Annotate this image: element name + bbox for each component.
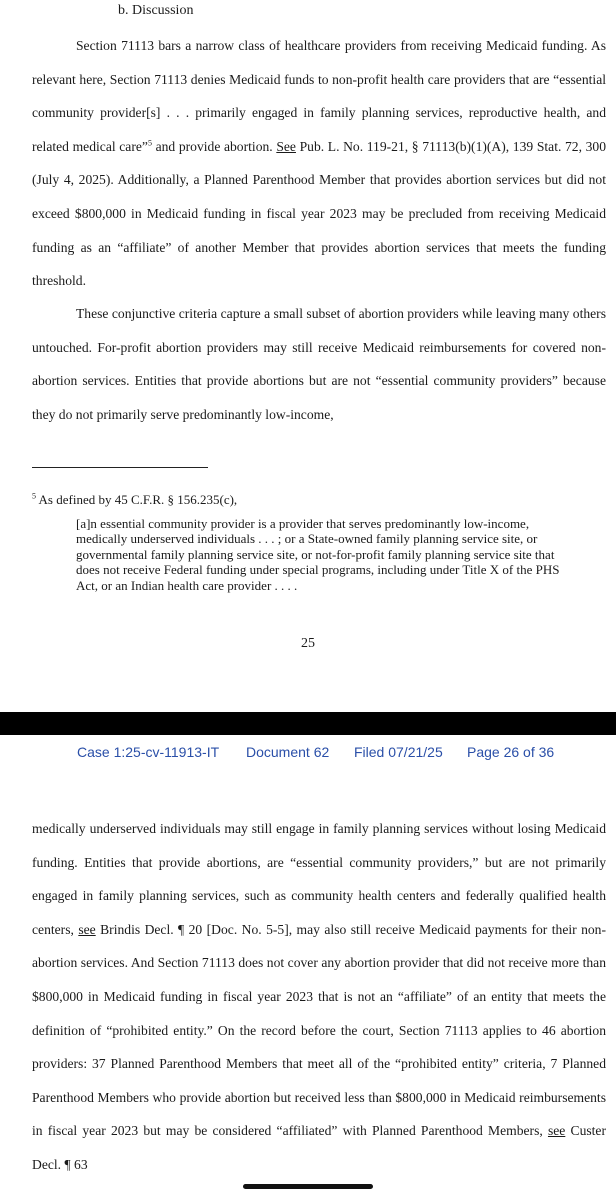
paragraph-1-text-a: Section 71113 bars a narrow class of healthcare providers from receiving Medicaid funding. As relevant here, Section 71113 denies Medicaid funds to non-profit health care providers that are “essential community provider[s] . . . primarily engaged in family planning services, reproductive health, and related medical care” <box>32 38 606 154</box>
paragraph-3-text-b: Brindis Decl. ¶ 20 [Doc. No. 5-5], may also still receive Medicaid payments for their non-abortion services. And Section 71113 does not cover any abortion provider that did not receive more than $800,000 in Medicaid funding in fiscal year 2023 that is not an “affiliate” of an entity that meets the definition of “prohibited entity.” On the record before the court, Section 71113 applies to 46 abortion providers: 37 Planned Parenthood Members that meet all of the “prohibited entity” criteria, 7 Planned Parenthood Members who provide abortion but received less than $800,000 in Medicaid reimbursements in fiscal year 2023 but may be considered “affiliated” with Planned Parenthood Members, <box>32 921 606 1139</box>
see-signal-3: see <box>547 1123 566 1139</box>
footnote-intro-text: As defined by 45 C.F.R. § 156.235(c), <box>36 492 238 507</box>
footnote-block-quote: [a]n essential community provider is a provider that serves predominantly low-income, medically underserved individuals . . . ; or a State-owned family planning service site, or governmental family planning service site, or not-for-profit family planning service site that does not receive Federal funding under special programs, including under Title X of the PHS Act, or an Indian health care provider . . . . <box>76 516 560 593</box>
home-indicator[interactable] <box>243 1184 373 1189</box>
footnote-ref[interactable]: 5 <box>147 138 152 148</box>
footnote-divider <box>32 467 208 468</box>
case-number: Case 1:25-cv-11913-IT <box>77 744 220 760</box>
paragraph-3 <box>32 812 606 1182</box>
see-signal-2: see <box>78 921 96 937</box>
document-number: Document 62 <box>246 744 330 760</box>
paragraph-2-text: These conjunctive criteria capture a small subset of abortion providers while leaving many others untouched. For-profit abortion providers may still receive Medicaid reimbursements for covered non-abortion services. Entities that provide abortions but are not “essential community providers” because they do not primarily serve predominantly low-income, <box>32 306 606 422</box>
footnote-intro <box>32 492 237 508</box>
section-heading: b. Discussion <box>118 3 194 18</box>
page-number: 25 <box>301 636 315 651</box>
paragraph-1-text-b: and provide abortion. <box>151 138 277 154</box>
paragraph-3-text-a: medically underserved individuals may still engage in family planning services without losing Medicaid funding. Entities that provide abortions, are “essential community providers,” but are not primarily engaged in family planning services, such as community health centers and federally qualified health centers, <box>32 821 606 937</box>
footnote-mark: 5 <box>32 491 36 501</box>
paragraph-3-text-c: Custer Decl. ¶ 63 <box>32 1123 606 1172</box>
paragraph-1-text-c: Pub. L. No. 119-21, § 71113(b)(1)(A), 139 Stat. 72, 300 (July 4, 2025). Additionally, a Planned Parenthood Member that provides abortion services but did not exceed $800,000 in Medicaid funding in fiscal year 2023 may be precluded from receiving Medicaid funding as an “affiliate” of another Member that provides abortion services that meets the funding threshold. <box>32 138 607 289</box>
see-signal: See <box>276 138 296 154</box>
page-separator-bar <box>0 712 616 735</box>
page-count: Page 26 of 36 <box>467 744 555 760</box>
paragraph-2 <box>32 297 606 431</box>
paragraph-1 <box>32 29 606 298</box>
filed-date: Filed 07/21/25 <box>354 744 443 760</box>
